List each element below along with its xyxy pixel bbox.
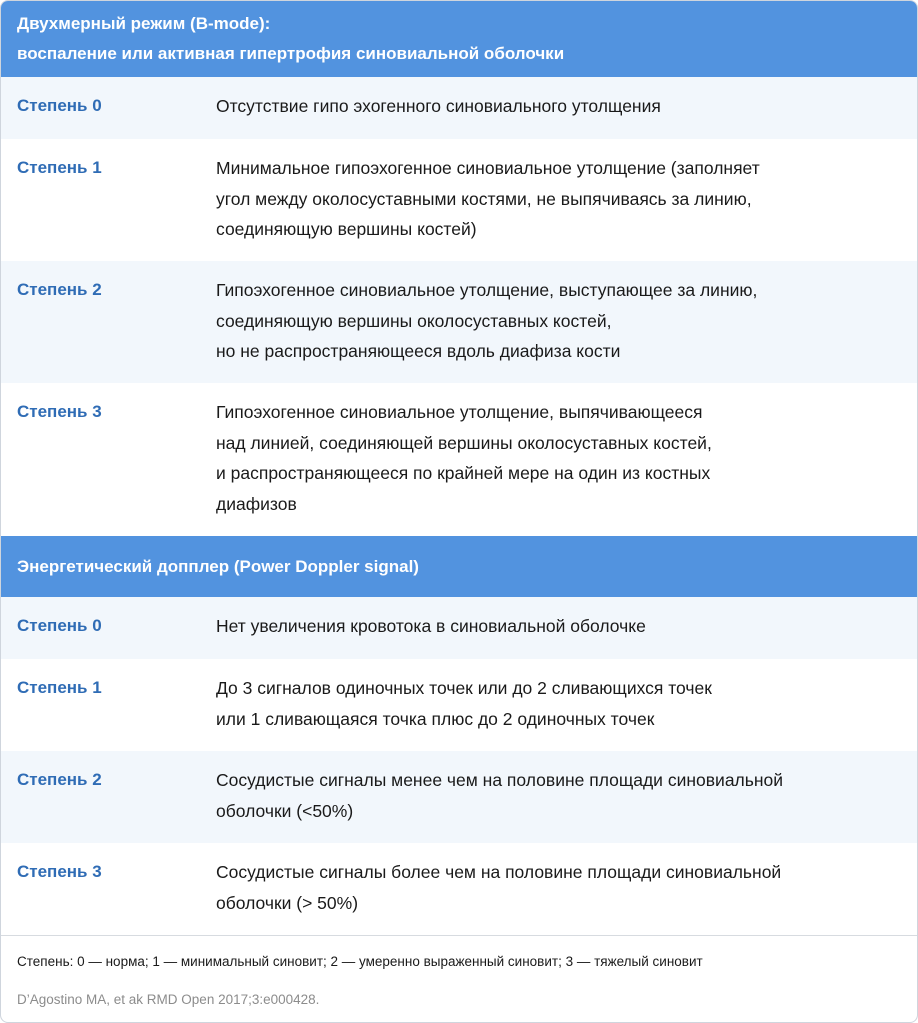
grade-label: Степень 3 bbox=[17, 862, 102, 881]
doppler-row-grade-2 bbox=[1, 751, 917, 843]
source-citation: D’Agostino MA, et ak RMD Open 2017;3:e000428. bbox=[17, 992, 320, 1007]
bmode-title-line1: Двухмерный режим (B-mode): bbox=[17, 14, 271, 33]
grade-label: Степень 0 bbox=[17, 616, 102, 635]
grade-label: Степень 2 bbox=[17, 770, 102, 789]
bmode-row-grade-1 bbox=[1, 139, 917, 261]
grade-description: Минимальное гипоэхогенное синовиальное утолщение (заполняет угол между околосуставными костями, не выпячиваясь за линию, соединяющую вершины костей) bbox=[216, 158, 760, 239]
bmode-row-grade-0 bbox=[1, 77, 917, 139]
grade-label: Степень 3 bbox=[17, 402, 102, 421]
doppler-row-grade-1 bbox=[1, 659, 917, 751]
grade-label: Степень 1 bbox=[17, 158, 102, 177]
bmode-section-header bbox=[1, 1, 917, 77]
doppler-row-grade-3 bbox=[1, 843, 917, 935]
grade-description: Гипоэхогенное синовиальное утолщение, выступающее за линию, соединяющую вершины околосуставных костей, но не распространяющееся вдоль диафиза кости bbox=[216, 280, 758, 361]
grade-description: Нет увеличения кровотока в синовиальной оболочке bbox=[216, 616, 646, 636]
doppler-title: Энергетический допплер (Power Doppler signal) bbox=[17, 556, 419, 576]
grade-description: Отсутствие гипо эхогенного синовиального утолщения bbox=[216, 96, 661, 116]
grade-label: Степень 1 bbox=[17, 678, 102, 697]
bmode-row-grade-2 bbox=[1, 261, 917, 383]
grade-label: Степень 0 bbox=[17, 96, 102, 115]
table-footer bbox=[1, 935, 917, 1010]
grade-description: До 3 сигналов одиночных точек или до 2 сливающихся точек или 1 сливающаяся точка плюс до 2 одиночных точек bbox=[216, 678, 712, 729]
grade-description: Сосудистые сигналы более чем на половине площади синовиальной оболочки (> 50%) bbox=[216, 862, 782, 913]
doppler-section-header bbox=[1, 536, 917, 597]
bmode-row-grade-3 bbox=[1, 383, 917, 536]
doppler-row-grade-0 bbox=[1, 597, 917, 659]
grade-legend: Степень: 0 — норма; 1 — минимальный синовит; 2 — умеренно выраженный синовит; 3 — тяжелый синовит bbox=[17, 954, 703, 969]
grade-description: Гипоэхогенное синовиальное утолщение, выпячивающееся над линией, соединяющей вершины околосуставных костей, и распространяющееся по крайней мере на один из костных диафизов bbox=[216, 402, 712, 514]
grade-description: Сосудистые сигналы менее чем на половине площади синовиальной оболочки (<50%) bbox=[216, 770, 784, 821]
grade-label: Степень 2 bbox=[17, 280, 102, 299]
bmode-title-line2: воспаление или активная гипертрофия синовиальной оболочки bbox=[17, 44, 565, 63]
